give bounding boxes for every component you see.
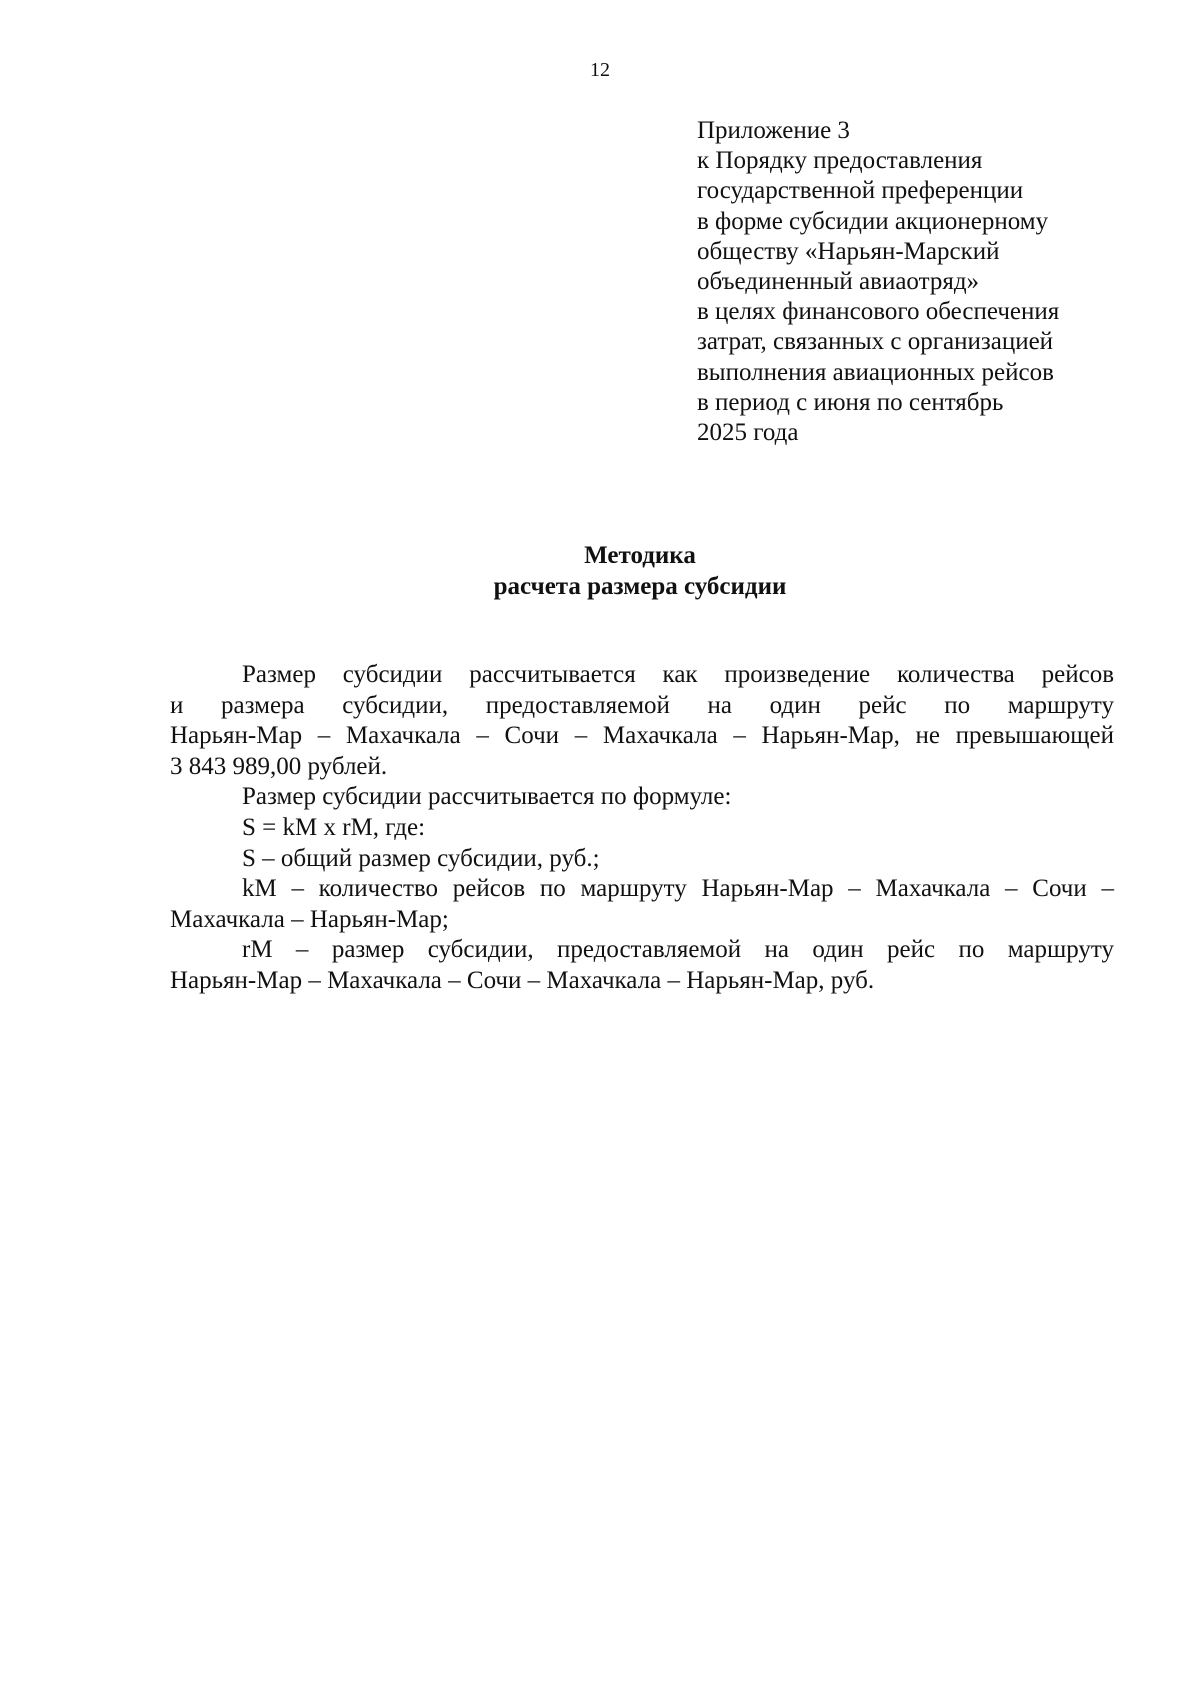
para1-line1: Размер субсидии рассчитывается как произведение количества рейсов bbox=[242, 661, 1114, 688]
definition-km-line1: kM – количество рейсов по маршруту Нарьян-Мар – Махачкала – Сочи – bbox=[242, 875, 1114, 903]
para1-line3: Нарьян-Мар – Махачкала – Сочи – Махачкала – Нарьян-Мар, не превышающей bbox=[170, 722, 1114, 750]
document-title bbox=[0, 540, 1200, 602]
definition-rm-line1: rM – размер субсидии, предоставляемой на один рейс по маршруту bbox=[242, 936, 1114, 964]
definition-km-line2: Махачкала – Нарьян-Мар; bbox=[170, 905, 449, 933]
para1-line2: и размера субсидии, предоставляемой на один рейс по маршруту bbox=[170, 691, 1114, 719]
appendix-line: объединенный авиаотряд» bbox=[697, 268, 980, 296]
appendix-line: к Порядку предоставления bbox=[697, 147, 983, 175]
page-number: 12 bbox=[590, 59, 610, 81]
definition-rm-line2: Нарьян-Мар – Махачкала – Сочи – Махачкала – Нарьян-Мар, руб. bbox=[170, 966, 875, 994]
definition-s: S – общий размер субсидии, руб.; bbox=[242, 844, 600, 872]
appendix-line: обществу «Нарьян-Марский bbox=[697, 237, 1000, 265]
appendix-block bbox=[697, 116, 1137, 448]
title-line-2: расчета размера субсидии bbox=[493, 573, 787, 600]
para1-line4: 3 843 989,00 рублей. bbox=[170, 752, 388, 780]
appendix-line: государственной преференции bbox=[697, 177, 1024, 205]
appendix-line: в форме субсидии акционерному bbox=[697, 207, 1049, 235]
formula: S = kM x rM, где: bbox=[242, 813, 426, 841]
formula-intro: Размер субсидии рассчитывается по формуле: bbox=[242, 783, 732, 811]
title-line-1: Методика bbox=[584, 542, 696, 569]
appendix-line: выполнения авиационных рейсов bbox=[697, 358, 1054, 386]
appendix-line: Приложение 3 bbox=[697, 117, 850, 144]
appendix-line: 2025 года bbox=[697, 419, 799, 447]
appendix-line: в период с июня по сентябрь bbox=[697, 388, 1004, 416]
document-body bbox=[170, 660, 1114, 997]
appendix-line: затрат, связанных с организацией bbox=[697, 328, 1054, 356]
appendix-line: в целях финансового обеспечения bbox=[697, 298, 1060, 326]
